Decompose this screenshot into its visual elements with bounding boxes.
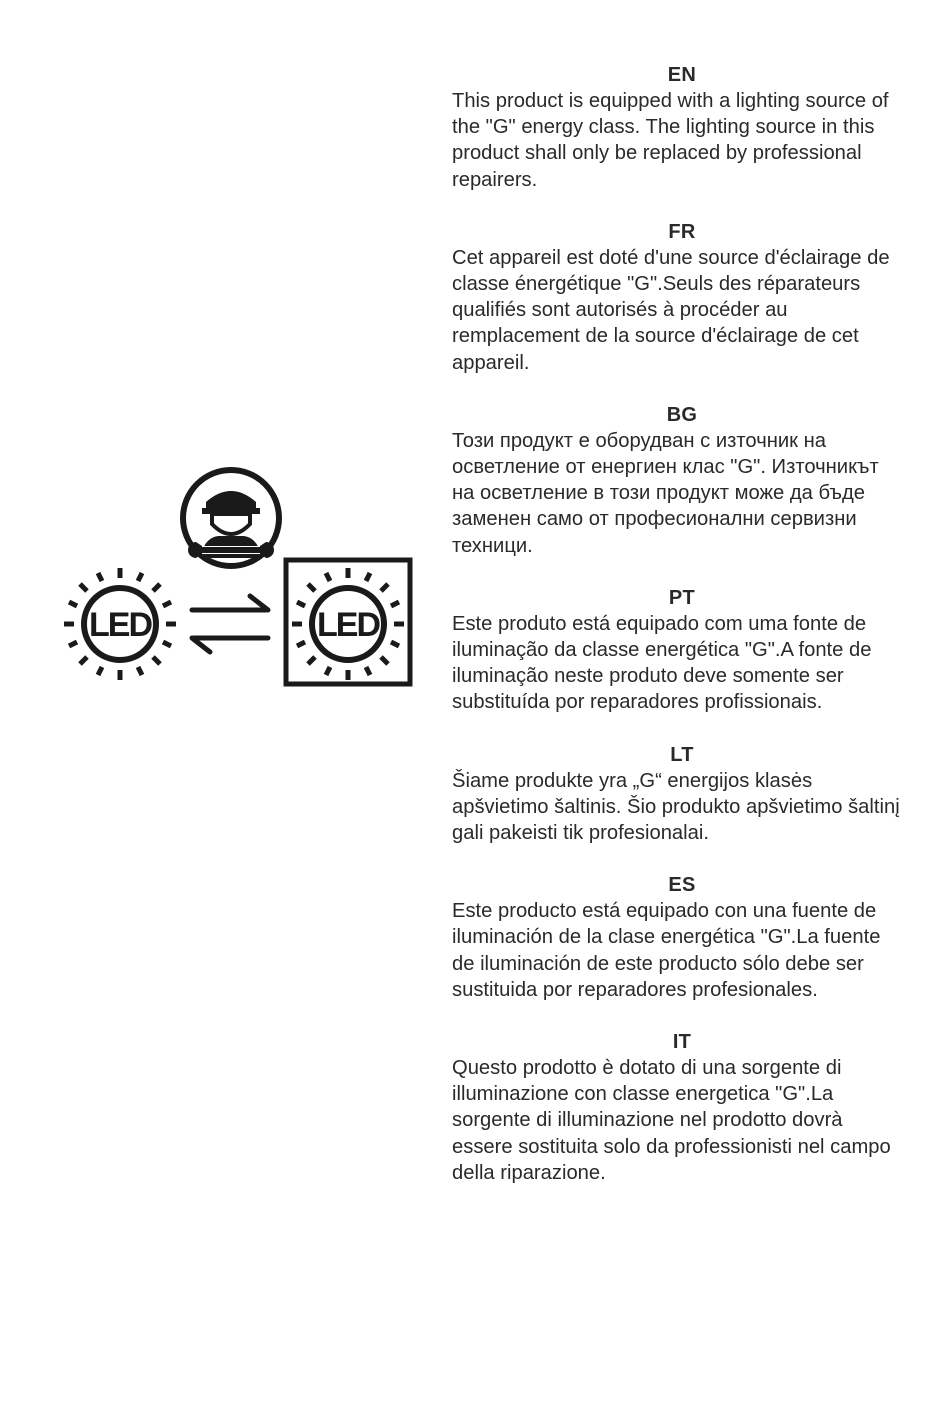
language-code-bg: BG [666,403,698,426]
language-code-es: ES [668,874,696,897]
notice-text-fr: Cet appareil est doté d'une source d'éclairage de classe énergétique "G".Seuls des réparateurs qualifiés sont autorisés à procéder au remplacement de la source d'éclairage de cet appareil. [452,246,890,374]
section-en [452,62,912,193]
section-bg [452,402,912,559]
notice-text-it: Questo prodotto è dotato di una sorgente di illuminazione con classe energetica "G".La sorgente di illuminazione nel prodotto dovrà essere sostituita solo da professionisti nel campo della riparazione. [452,1057,891,1184]
language-code-lt: LT [670,743,694,766]
notice-text-lt: Šiame produkte yra „G“ energijos klasės apšvietimo šaltinis. Šio produkto apšvietimo šaltinį gali pakeisti tik profesionalai. [452,769,900,845]
section-es [452,872,912,1003]
led-bulb-framed-icon [286,560,410,684]
notice-text-bg: Този продукт е оборудван с източник на осветление от енергиен клас "G". Източникът на осветление в този продукт може да бъде заменен само от професионални сервизни техници. [452,429,879,557]
language-code-pt: PT [668,586,696,609]
led-label-right: LED [317,606,379,644]
section-it [452,1029,912,1186]
multilingual-notice [452,62,912,1212]
notice-text-es: Este producto está equipado con una fuente de iluminación de la clase energética "G".La fuente de iluminación de este producto sólo debe ser sustituida por reparadores profesionales. [452,900,881,1001]
notice-text-en: This product is equipped with a lighting source of the "G" energy class. The lighting source in this product shall only be replaced by professional repairers. [452,90,889,191]
led-label-left: LED [89,606,151,644]
language-code-en: EN [667,64,697,86]
led-bulb-icon [64,568,176,680]
repairman-icon [183,470,279,566]
section-pt [452,585,912,716]
section-lt [452,742,912,847]
language-code-it: IT [672,1031,692,1054]
section-fr [452,219,912,376]
exchange-arrows-icon [192,596,268,652]
led-replacement-illustration [60,466,416,690]
language-code-fr: FR [668,220,696,243]
notice-text-pt: Este produto está equipado com uma fonte de iluminação da classe energética "G".A fonte de iluminação neste produto deve somente ser substituída por reparadores profissionais. [452,612,872,714]
